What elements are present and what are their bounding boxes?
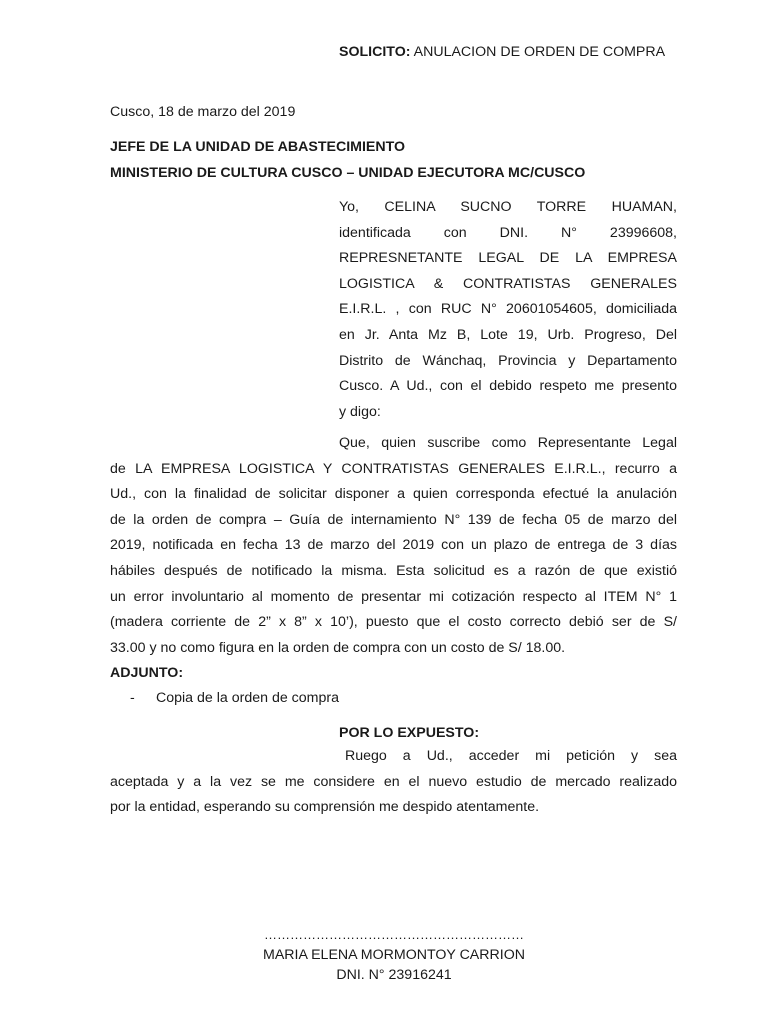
intro-line: REPRESNETANTE LEGAL DE LA EMPRESA (339, 250, 677, 267)
body-line: de LA EMPRESA LOGISTICA Y CONTRATISTAS GENERALES E.I.R.L., recurro a (110, 460, 677, 477)
attachment-item (130, 685, 339, 711)
attachment-bullet: - (130, 690, 135, 706)
subject-line (339, 39, 684, 65)
body-line: un error involuntario al momento de presentar mi cotización respecto al ITEM N° 1 (110, 588, 677, 605)
subject-label: SOLICITO: (339, 44, 411, 60)
signer-dni: DNI. N° 23916241 (336, 967, 452, 983)
body-line: 2019, notificada en fecha 13 de marzo del 2019 con un plazo de entrega de 3 días (110, 537, 677, 554)
subject-text: ANULACION DE ORDEN DE COMPRA (410, 44, 666, 60)
signature-block (234, 925, 554, 985)
body-paragraph (110, 431, 677, 661)
body-line: (madera corriente de 2” x 8” x 10’), puesto que el costo correcto debió ser de S/ (110, 614, 677, 631)
body-line: de la orden de compra – Guía de internamiento N° 139 de fecha 05 de marzo del (110, 511, 677, 528)
body-line: Que, quien suscribe como Representante Legal (339, 435, 677, 451)
intro-line: Distrito de Wánchaq, Provincia y Departamento (339, 352, 677, 369)
attachments-heading: ADJUNTO: (110, 665, 184, 681)
recipient-block (110, 134, 585, 186)
signer-name: MARIA ELENA MORMONTOY CARRION (263, 947, 525, 963)
body-line: hábiles después de notificado la misma. Esta solicitud es a razón de que existió (110, 562, 677, 579)
body-line: 33.00 y no como figura en la orden de compra con un costo de S/ 18.00. (110, 639, 566, 656)
recipient-institution: MINISTERIO DE CULTURA CUSCO – UNIDAD EJECUTORA MC/CUSCO (110, 165, 586, 181)
attachments-list (130, 685, 339, 711)
intro-line: Cusco. A Ud., con el debido respeto me presento (339, 378, 677, 395)
intro-line: y digo: (339, 403, 381, 420)
closing-line: aceptada y a la vez se me considere en el nuevo estudio de mercado realizado (110, 773, 677, 790)
intro-line: Yo, CELINA SUCNO TORRE HUAMAN, (339, 199, 677, 215)
closing-line: por la entidad, esperando su comprensión me despido atentamente. (110, 799, 540, 816)
attachment-text: Copia de la orden de compra (156, 690, 339, 706)
conclusion-heading: POR LO EXPUESTO: (339, 725, 480, 741)
intro-line: en Jr. Anta Mz B, Lote 19, Urb. Progreso, Del (339, 326, 677, 343)
closing-line: Ruego a Ud., acceder mi petición y sea (345, 748, 677, 764)
intro-paragraph (339, 195, 677, 425)
recipient-title: JEFE DE LA UNIDAD DE ABASTECIMIENTO (110, 139, 406, 155)
place-date: Cusco, 18 de marzo del 2019 (110, 104, 296, 120)
closing-paragraph (110, 744, 677, 821)
signature-line: …………………………………………………… (264, 927, 524, 942)
intro-line: identificada con DNI. N° 23996608, (339, 224, 677, 241)
body-line: Ud., con la finalidad de solicitar disponer a quien corresponda efectué la anulación (110, 486, 677, 503)
intro-line: LOGISTICA & CONTRATISTAS GENERALES (339, 275, 677, 292)
intro-line: E.I.R.L. , con RUC N° 20601054605, domiciliada (339, 301, 677, 318)
